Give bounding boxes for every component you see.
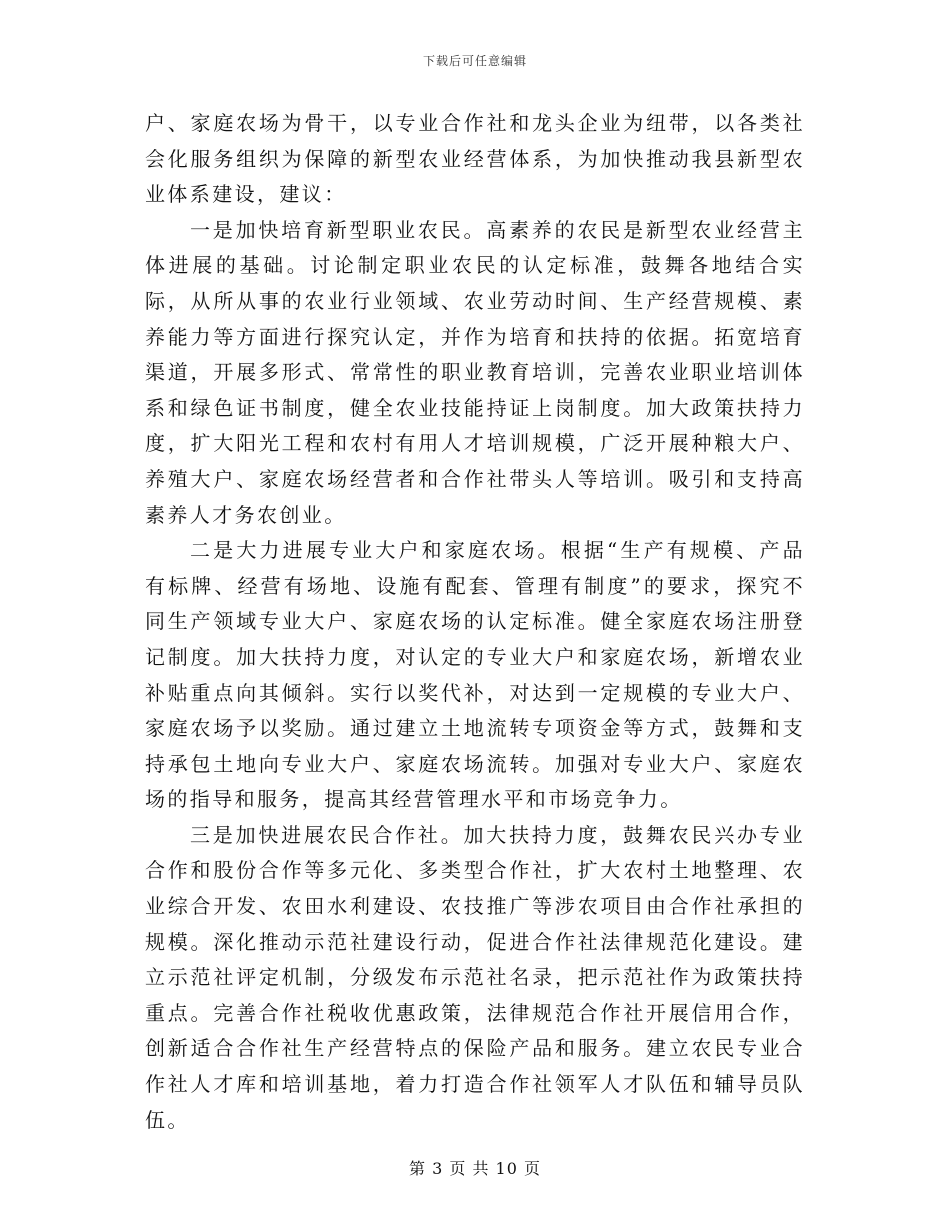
paragraph-two: 二是大力进展专业大户和家庭农场。根据“生产有规模、产品有标牌、经营有场地、设施有配套、管理有制度”的要求，探究不同生产领域专业大户、家庭农场的认定标准。健全家庭农场注册登记制度。加大扶持力度，对认定的专业大户和家庭农场，新增农业补贴重点向其倾斜。实行以奖代补，对达到一定规模的专业大户、家庭农场予以奖励。通过建立土地流转专项资金等方式，鼓舞和支持承包土地向专业大户、家庭农场流转。加强对专业大户、家庭农场的指导和服务，提高其经营管理水平和市场竞争力。 bbox=[145, 538, 805, 812]
page-header: 下载后可任意编辑 bbox=[422, 54, 527, 68]
paragraph-continuation: 户、家庭农场为骨干，以专业合作社和龙头企业为纽带，以各类社会化服务组织为保障的新型农业经营体系，为加快推动我县新型农业体系建设，建议： bbox=[145, 111, 805, 207]
page-number: 第 3 页 共 10 页 bbox=[409, 1159, 541, 1178]
paragraph-one: 一是加快培育新型职业农民。高素养的农民是新型农业经营主体进展的基础。讨论制定职业农民的认定标准，鼓舞各地结合实际，从所从事的农业行业领域、农业劳动时间、生产经营规模、素养能力等方面进行探究认定，并作为培育和扶持的依据。拓宽培育渠道，开展多形式、常常性的职业教育培训，完善农业职业培训体系和绿色证书制度，健全农业技能持证上岗制度。加大政策扶持力度，扩大阳光工程和农村有用人才培训规模，广泛开展种粮大户、养殖大户、家庭农场经营者和合作社带头人等培训。吸引和支持高素养人才务农创业。 bbox=[145, 217, 805, 527]
document-body bbox=[145, 106, 805, 1138]
paragraph-three: 三是加快进展农民合作社。加大扶持力度，鼓舞农民兴办专业合作和股份合作等多元化、多类型合作社，扩大农村土地整理、农业综合开发、农田水利建设、农技推广等涉农项目由合作社承担的规模。深化推动示范社建设行动，促进合作社法律规范化建设。建立示范社评定机制，分级发布示范社名录，把示范社作为政策扶持重点。完善合作社税收优惠政策，法律规范合作社开展信用合作，创新适合合作社生产经营特点的保险产品和服务。建立农民专业合作社人才库和培训基地，着力打造合作社领军人才队伍和辅导员队伍。 bbox=[145, 822, 805, 1132]
